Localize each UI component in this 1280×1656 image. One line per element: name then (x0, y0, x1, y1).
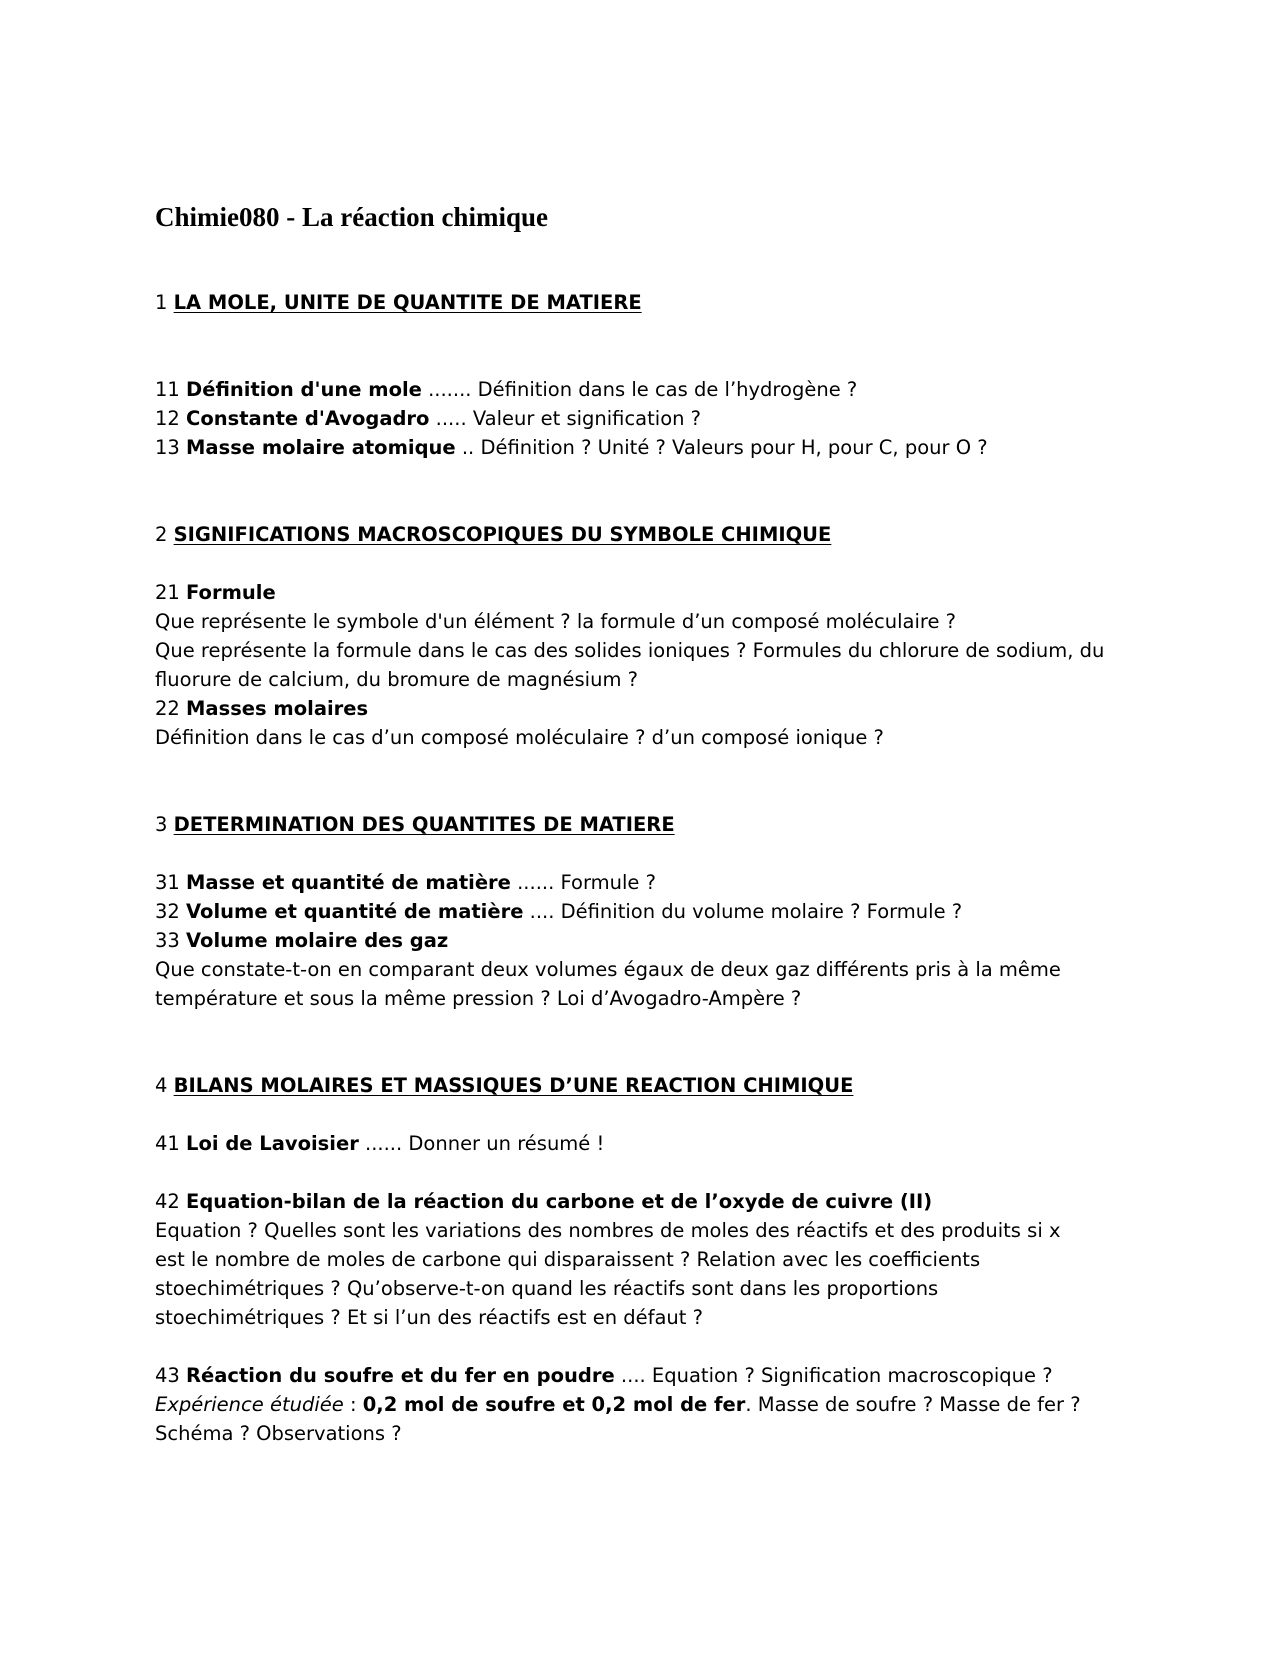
item-42-heading: 42 Equation-bilan de la réaction du carbone et de l’oxyde de cuivre (II) (155, 1190, 933, 1213)
item-33-line: Que constate-t-on en comparant deux volumes égaux de deux gaz différents pris à la même (155, 958, 1061, 981)
section-heading-4 (155, 1071, 1115, 1100)
section-number: 4 (155, 1074, 168, 1097)
item-title: Masse et quantité de matière (186, 871, 511, 894)
item-21-line: fluorure de calcium, du bromure de magnésium ? (155, 668, 638, 691)
item-title: Masse molaire atomique (186, 436, 456, 459)
document-page (155, 200, 1115, 1448)
item-32: 32 Volume et quantité de matière .... Définition du volume molaire ? Formule ? (155, 900, 963, 923)
item-42-line: stoechimétriques ? Qu’observe-t-on quand les réactifs sont dans les proportions (155, 1277, 939, 1300)
section-title: DETERMINATION DES QUANTITES DE MATIERE (173, 813, 675, 836)
section-heading-3 (155, 810, 1115, 839)
item-title: Définition d'une mole (186, 378, 422, 401)
item-12: 12 Constante d'Avogadro ..... Valeur et signification ? (155, 407, 702, 430)
item-33-heading: 33 Volume molaire des gaz (155, 929, 449, 952)
item-42-line: stoechimétriques ? Et si l’un des réactifs est en défaut ? (155, 1306, 703, 1329)
section-title: LA MOLE, UNITE DE QUANTITE DE MATIERE (173, 291, 642, 314)
item-title: Masses molaires (186, 697, 369, 720)
item-11: 11 Définition d'une mole ....... Définition dans le cas de l’hydrogène ? (155, 378, 858, 401)
section-title: SIGNIFICATIONS MACROSCOPIQUES DU SYMBOLE CHIMIQUE (173, 523, 832, 546)
item-13: 13 Masse molaire atomique .. Définition ? Unité ? Valeurs pour H, pour C, pour O ? (155, 436, 988, 459)
item-42-line: est le nombre de moles de carbone qui disparaissent ? Relation avec les coefficients (155, 1248, 981, 1271)
experiment-label: Expérience étudiée (155, 1393, 344, 1416)
section-title: BILANS MOLAIRES ET MASSIQUES D’UNE REACTION CHIMIQUE (173, 1074, 854, 1097)
document-title: Chimie080 - La réaction chimique (155, 202, 548, 232)
item-title: Constante d'Avogadro (186, 407, 430, 430)
item-21-line: Que représente la formule dans le cas des solides ioniques ? Formules du chlorure de sodium, du (155, 639, 1105, 662)
section-number: 1 (155, 291, 168, 314)
item-title: Volume molaire des gaz (186, 929, 449, 952)
section-heading-1 (155, 288, 1115, 317)
item-43-experiment: Expérience étudiée : 0,2 mol de soufre et 0,2 mol de fer. Masse de soufre ? Masse de fer ? (155, 1393, 1081, 1416)
item-title: Volume et quantité de matière (186, 900, 524, 923)
item-title: Réaction du soufre et du fer en poudre (186, 1364, 615, 1387)
item-22-line: Définition dans le cas d’un composé moléculaire ? d’un composé ionique ? (155, 726, 884, 749)
item-21-heading: 21 Formule (155, 581, 276, 604)
section-number: 3 (155, 813, 168, 836)
item-title: Equation-bilan de la réaction du carbone et de l’oxyde de cuivre (II) (186, 1190, 933, 1213)
item-41: 41 Loi de Lavoisier ...... Donner un résumé ! (155, 1132, 605, 1155)
item-title: Loi de Lavoisier (186, 1132, 359, 1155)
item-22-heading: 22 Masses molaires (155, 697, 369, 720)
section-number: 2 (155, 523, 168, 546)
item-title: Formule (186, 581, 276, 604)
item-33-line: température et sous la même pression ? Loi d’Avogadro-Ampère ? (155, 987, 802, 1010)
item-21-line: Que représente le symbole d'un élément ? la formule d’un composé moléculaire ? (155, 610, 956, 633)
item-43-line: Schéma ? Observations ? (155, 1422, 402, 1445)
section-heading-2 (155, 520, 1115, 549)
item-42-line: Equation ? Quelles sont les variations des nombres de moles des réactifs et des produits si x (155, 1219, 1061, 1242)
item-43-heading: 43 Réaction du soufre et du fer en poudre .... Equation ? Signification macroscopique ? (155, 1364, 1053, 1387)
item-31: 31 Masse et quantité de matière ...... Formule ? (155, 871, 656, 894)
experiment-quantities: 0,2 mol de soufre et 0,2 mol de fer (362, 1393, 746, 1416)
